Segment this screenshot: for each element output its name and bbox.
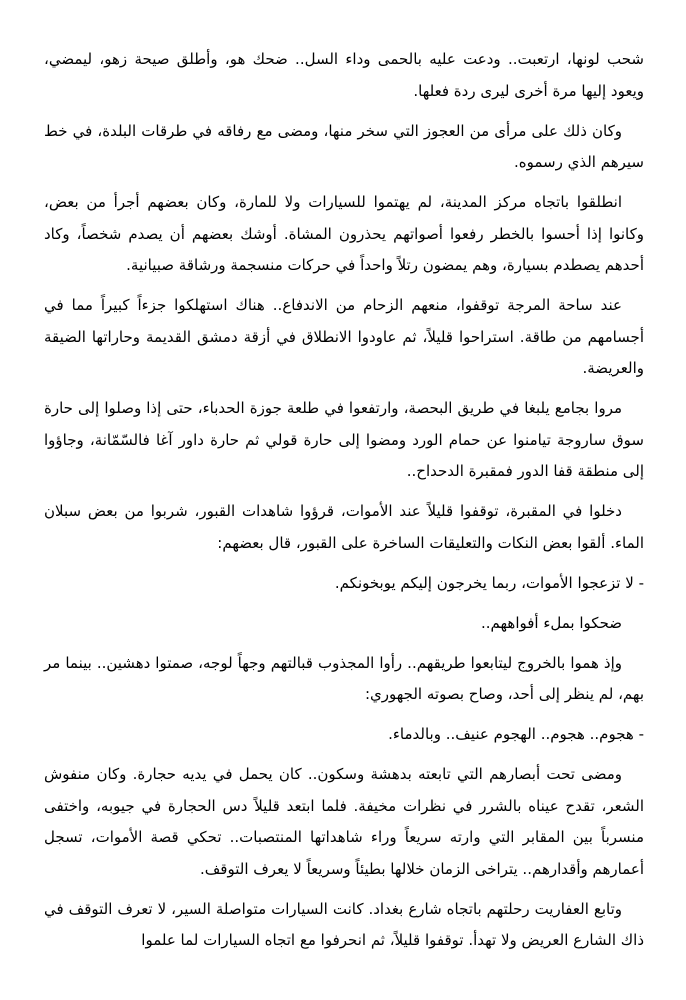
paragraph-6: دخلوا في المقبرة، توقفوا قليلاً عند الأموات، قرؤوا شاهدات القبور، شربوا من بعض سبلان الماء. ألقوا بعض النكات والتعليقات الساخرة على القبور، قال بعضهم:: [44, 502, 644, 552]
dialogue-line-2: - هجوم.. هجوم.. الهجوم عنيف.. وبالدماء.: [388, 725, 644, 743]
paragraph-8: وإذ هموا بالخروج ليتابعوا طريقهم.. رأوا المجذوب قبالتهم وجهاً لوجه، صمتوا دهشين.. بينما مر بهم، لم ينظر إلى أحد، وصاح بصوته الجهوري:: [44, 653, 644, 703]
paragraph-7: ضحكوا بملء أفواههم..: [480, 613, 622, 632]
paragraph-2: وكان ذلك على مرأى من العجوز التي سخر منها، ومضى مع رفاقه في طرقات البلدة، في خط سيرهم الذي رسموه.: [44, 121, 644, 171]
paragraph-9: ومضى تحت أبصارهم التي تابعته بدهشة وسكون.. كان يحمل في يديه حجارة. وكان منفوش الشعر، تقدح عيناه بالشرر في نظرات مخيفة. فلما ابتعد قليلاً دس الحجارة في جيوبه، واختفى منسرباً بين المقابر التي وارته سريعاً وراء شاهداتها المنتصبات.. تحكي قصة الأموات، تسجل أعمارهم وأقدارهم.. يتراخى الزمان خلالها بطيئاً وسريعاً لا يعرف التوقف.: [44, 765, 644, 878]
paragraph-4: عند ساحة المرجة توقفوا، منعهم الزحام من الاندفاع.. هناك استهلكوا جزءاً كبيراً مما في أجسامهم من طاقة. استراحوا قليلاً، ثم عاودوا الانطلاق في أزقة دمشق القديمة وحاراتها الضيقة والعريضة.: [44, 296, 644, 377]
paragraph-10: وتابع العفاريت رحلتهم باتجاه شارع بغداد. كانت السيارات متواصلة السير، لا تعرف التوقف في ذاك الشارع العريض ولا تهدأ. توقفوا قليلاً، ثم انحرفوا مع اتجاه السيارات لما علموا: [44, 899, 644, 949]
dialogue-line-1: - لا تزعجوا الأموات، ربما يخرجون إليكم يوبخونكم.: [334, 573, 644, 592]
paragraph-5: مروا بجامع يلبغا في طريق البحصة، وارتفعوا في طلعة جوزة الحدباء، حتى إذا وصلوا إلى حارة سوق ساروجة تيامنوا عن حمام الورد ومضوا إلى حارة قولي ثم حارة داور آغا فالسّمّانة، وجاؤوا إلى منطقة قفا الدور فمقبرة الدحداح..: [44, 399, 644, 480]
paragraph-3: انطلقوا باتجاه مركز المدينة، لم يهتموا للسيارات ولا للمارة، وكان بعضهم أجرأ من بعض، وكانوا إذا أحسوا بالخطر رفعوا أصواتهم يحذرون المشاة. أوشك بعضهم أن يصدم شخصاً، وكاد أحدهم يصطدم بسيارة، وهم يمضون رتلاً واحداً في حركات منسجمة ورشاقة صبيانية.: [44, 193, 644, 274]
paragraph-1: شحب لونها، ارتعبت.. ودعت عليه بالحمى وداء السل.. ضحك هو، وأطلق صيحة زهو، ليمضي، ويعود إليها مرة أخرى ليرى ردة فعلها.: [44, 50, 644, 100]
